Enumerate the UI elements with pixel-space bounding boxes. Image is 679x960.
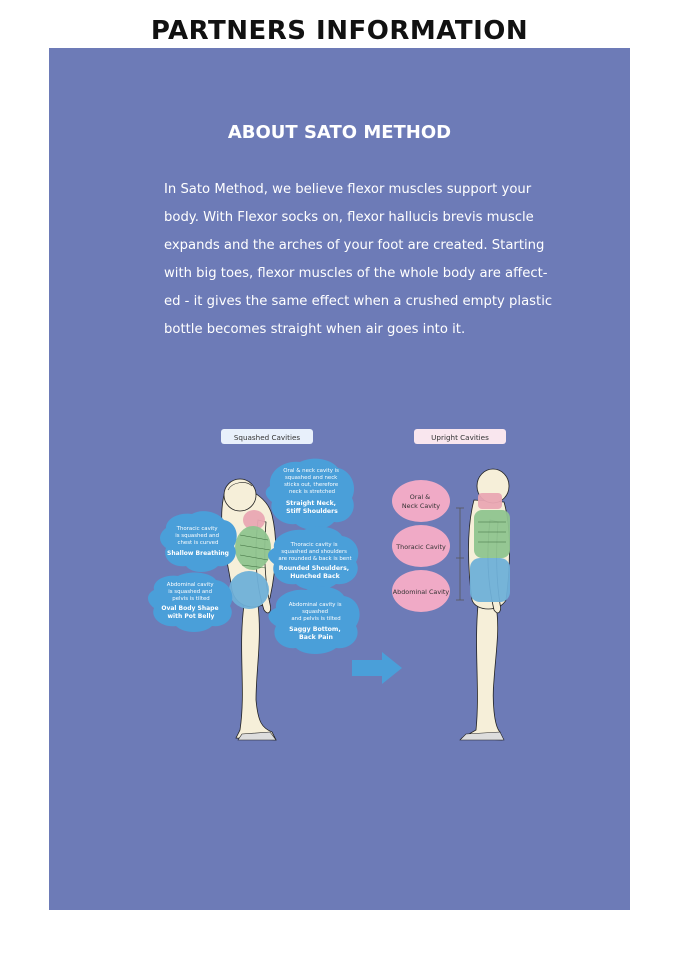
- callout-desc: Abdominal cavity is squashed and pelvis is tilted: [288, 602, 342, 622]
- callout-desc: Thoracic cavity is squashed and shoulders are rounded & back is bent: [278, 542, 352, 562]
- callout-neck-cavity: [392, 480, 450, 522]
- callout-desc: Abdominal cavity is squashed and pelvis is tilted: [166, 582, 214, 602]
- callout-pot-belly: [148, 573, 232, 632]
- callout-result: Shallow Breathing: [167, 550, 229, 557]
- squashed-label-text: Squashed Cavities: [233, 433, 301, 442]
- upright-label-text: Upright Cavities: [431, 433, 489, 442]
- callout-label: Oral & Neck Cavity: [401, 493, 441, 510]
- transition-arrow: [352, 652, 402, 684]
- upright-figure: [456, 469, 510, 740]
- callout-saggy-bottom: [269, 587, 360, 654]
- callout-thoracic-cavity: [392, 525, 450, 567]
- callout-result: Straight Neck, Stiff Shoulders: [285, 500, 338, 515]
- callout-label: Abdominal Cavity: [392, 588, 450, 596]
- callout-straight-neck: [266, 459, 354, 530]
- page-title: PARTNERS INFORMATION: [150, 16, 529, 46]
- callout-result: Rounded Shoulders, Hunched Back: [278, 565, 350, 580]
- upright-label: [414, 429, 506, 444]
- callout-rounded-shoulders: [268, 527, 358, 590]
- callout-result: Oval Body Shape with Pot Belly: [161, 605, 219, 620]
- callout-result: Saggy Bottom, Back Pain: [289, 626, 341, 641]
- callout-abdominal-cavity: [392, 570, 450, 612]
- about-paragraph: In Sato Method, we believe flexor muscles support your body. With Flexor socks on, flexor hallucis brevis muscle expands and the arches of your foot are created. Starting with big toes, flexor muscles of the whole body are affect-ed - it gives the same effect when a crushed empty plastic bottle becomes straight when air goes into it.: [164, 182, 553, 337]
- squashed-label: [221, 429, 313, 444]
- callout-label: Thoracic Cavity: [396, 543, 446, 551]
- callout-desc: Thoracic cavity is squashed and chest is curved: [175, 526, 220, 546]
- callout-desc: Oral & neck cavity is squashed and neck sticks out, therefore neck is stretched: [283, 468, 339, 495]
- section-title: ABOUT SATO METHOD: [227, 122, 452, 143]
